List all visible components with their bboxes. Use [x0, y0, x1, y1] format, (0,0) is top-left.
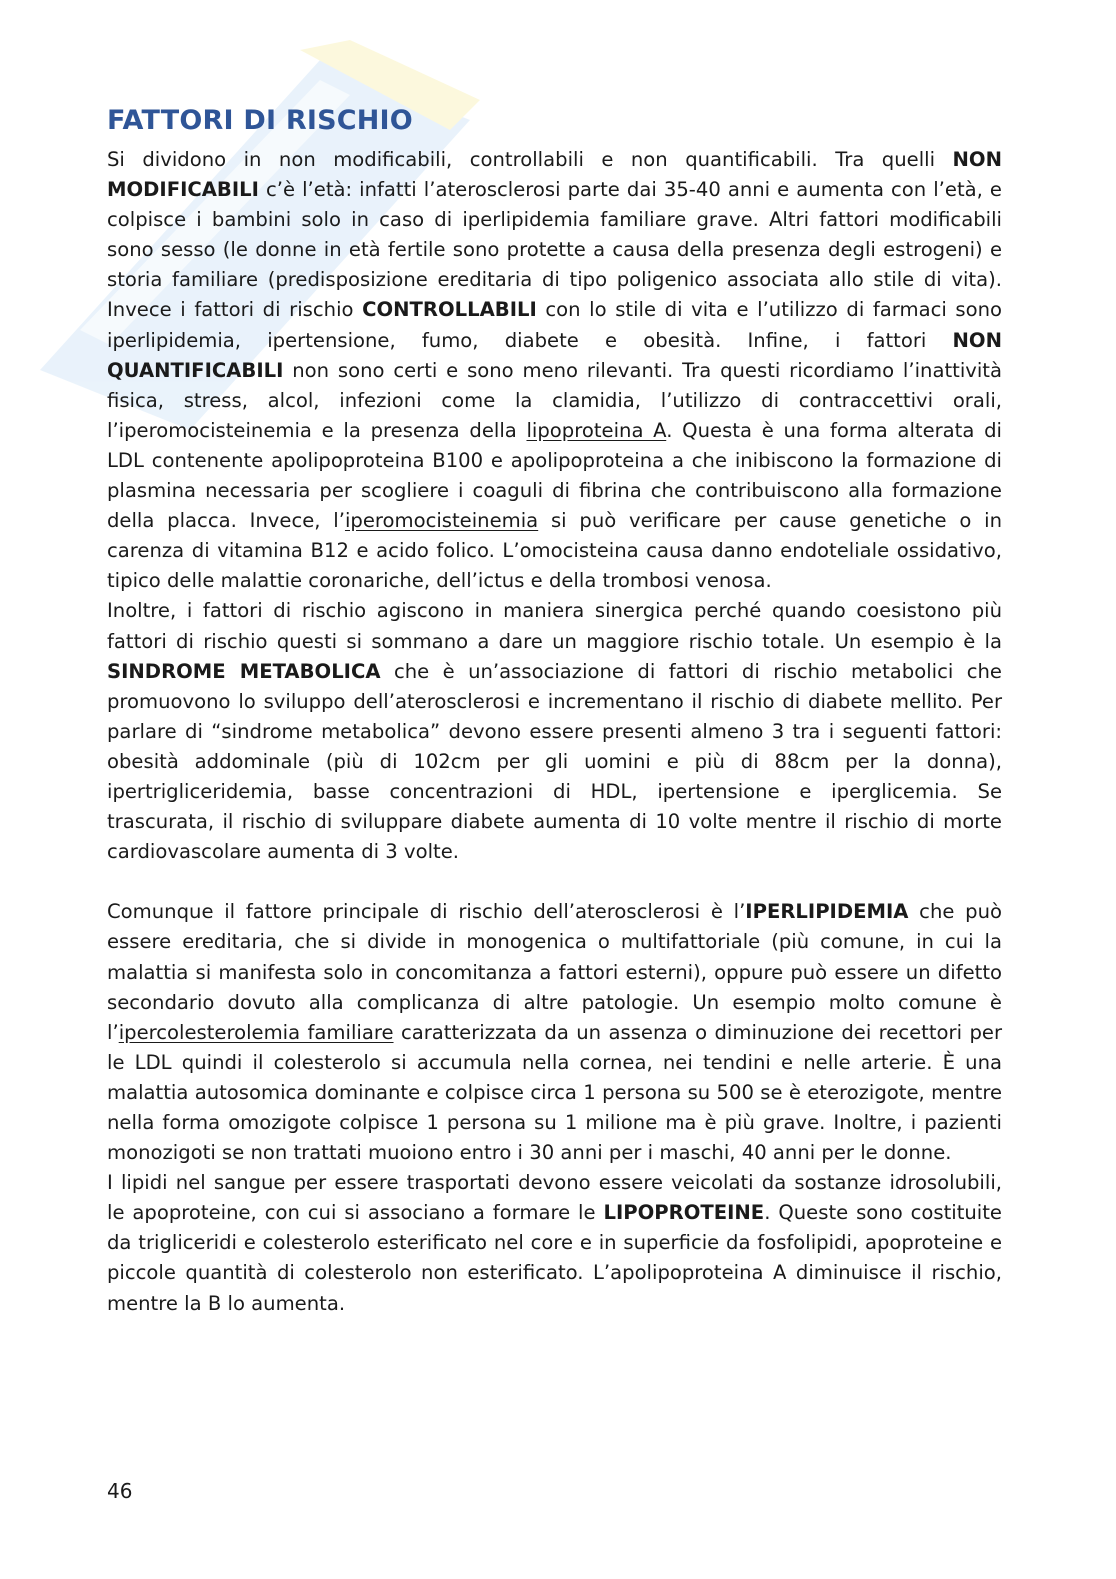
paragraph: [107, 1168, 1002, 1318]
bold-term: NON QUANTIFICABILI: [107, 328, 1002, 382]
text-run: Comunque il fattore principale di rischio dell’aterosclerosi è l’: [107, 900, 746, 924]
body-text: [107, 145, 1002, 1319]
page-content: [107, 103, 1002, 1319]
underlined-term: iperomocisteinemia: [344, 509, 539, 533]
text-run: che può essere ereditaria, che si divide in monogenica o multifattoriale (più comune, in cui la malattia si manifesta solo in concomitanza a fattori esterni), oppure può essere un difetto secondario dovuto alla complicanza di altre patologie. Un esempio molto comune è l’: [107, 900, 1002, 1044]
text-run: c’è l’età: infatti l’aterosclerosi parte dai 35-40 anni e aumenta con l’età, e colpisce i bambini solo in caso di iperlipidemia familiare grave. Altri fattori modificabili sono sesso (le donne in età fertile sono protette a causa della presenza degli estrogeni) e storia familiare (predisposizione ereditaria di tipo poligenico associata allo stile di vita). Invece i fattori di rischio: [107, 178, 1002, 322]
text-run: caratterizzata da un assenza o diminuzione dei recettori per le LDL quindi il colesterolo si accumula nella cornea, nei tendini e nelle arterie. È una malattia autosomica dominante e colpisce circa 1 persona su 500 se è eterozigote, mentre nella forma omozigote colpisce 1 persona su 1 milione ma è più grave. Inoltre, i pazienti monozigoti se non trattati muoiono entro i 30 anni per i maschi, 40 anni per le donne.: [107, 1020, 1002, 1165]
underlined-term: lipoproteina A: [526, 418, 667, 442]
paragraph: [107, 596, 1002, 867]
text-run: non sono certi e sono meno rilevanti. Tra questi ricordiamo l’inattività fisica, stress, alcol, infezioni come la clamidia, l’utilizzo di contraccettivi orali, l’iperomocisteinemia e la presenza della: [107, 358, 1002, 442]
text-run: Si dividono in non modificabili, controllabili e non quantificabili. Tra quelli: [107, 148, 953, 171]
paragraph: [107, 897, 1002, 1168]
text-run: Inoltre, i fattori di rischio agiscono in maniera sinergica perché quando coesistono più fattori di rischio questi si sommano a dare un maggiore rischio totale. Un esempio è la: [107, 599, 1002, 653]
text-run: con lo stile di vita e l’utilizzo di farmaci sono iperlipidemia, ipertensione, fumo, diabete e obesità. Infine, i fattori: [107, 298, 1002, 352]
text-run: I lipidi nel sangue per essere trasportati devono essere veicolati da sostanze idrosolubili, le apoproteine, con cui si associano a formare le: [107, 1171, 1002, 1225]
text-run: . Questa è una forma alterata di LDL contenente apolipoproteina B100 e apolipoproteina a che inibiscono la formazione di plasmina necessaria per scogliere i coaguli di fibrina che contribuiscono alla formazione della placca. Invece, l’: [107, 418, 1002, 533]
text-run: si può verificare per cause genetiche o in carenza di vitamina B12 e acido folico. L’omocisteina causa danno endoteliale ossidativo, tipico delle malattie coronariche, dell’ictus e della trombosi venosa.: [107, 509, 1003, 593]
paragraph: [107, 145, 1002, 596]
text-run: che è un’associazione di fattori di rischio metabolici che promuovono lo sviluppo dell’aterosclerosi e incrementano il rischio di diabete mellito. Per parlare di “sindrome metabolica” devono essere presenti almeno 3 tra i seguenti fattori: obesità addominale (più di 102cm per gli uomini e più di 88cm per la donna), ipertrigliceridemia, basse concentrazioni di HDL, ipertensione e iperglicemia. Se trascurata, il rischio di sviluppare diabete aumenta di 10 volte mentre il rischio di morte cardiovascolare aumenta di 3 volte.: [107, 659, 1002, 864]
bold-term: SINDROME METABOLICA: [107, 659, 381, 683]
underlined-term: ipercolesterolemia familiare: [118, 1020, 394, 1044]
page-number: 46: [107, 1479, 133, 1503]
page-title: FATTORI DI RISCHIO: [107, 105, 413, 136]
text-run: . Queste sono costituite da trigliceridi e colesterolo esterificato nel core e in superficie da fosfolipidi, apoproteine e piccole quantità di colesterolo non esterificato. L’apolipoproteina A diminuisce il rischio, mentre la B lo aumenta.: [107, 1201, 1002, 1315]
bold-term: NON MODIFICABILI: [107, 148, 1002, 202]
paragraph-spacer: [107, 867, 1002, 897]
bold-term: CONTROLLABILI: [362, 298, 537, 322]
bold-term: LIPOPROTEINE: [603, 1201, 765, 1225]
bold-term: IPERLIPIDEMIA: [745, 900, 909, 924]
